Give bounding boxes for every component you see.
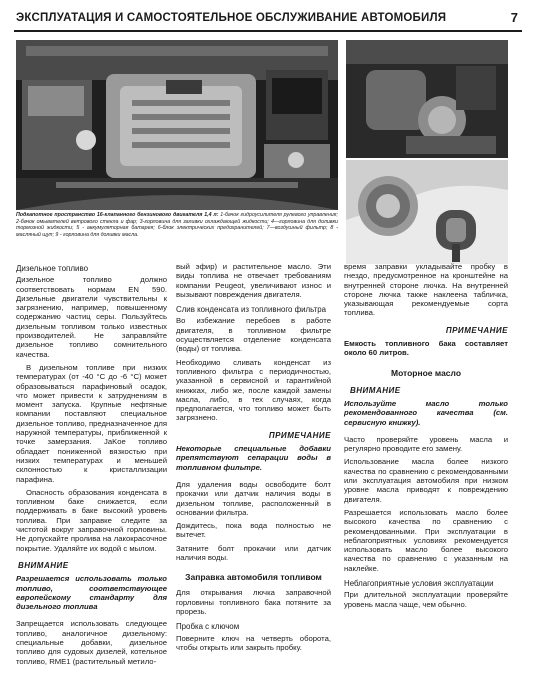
paragraph: Затяните болт прокачки или датчик наличия воды. xyxy=(176,543,331,563)
paragraph: Разрешается использовать масло более высокого качества по сравнению с рекомендованными. При эксплуатации в неблагоприятных условиях рекомендуется использовать масло более высокого качества по сравнению с указанным на наклейке. xyxy=(344,507,508,573)
fuel-filler-photo xyxy=(346,40,508,158)
engine-bay-photo xyxy=(16,40,338,210)
warning-label: ВНИМАНИЕ xyxy=(350,385,401,395)
paragraph: Для удаления воды освободите болт прокачки или датчик наличия воды в дизельном топливе, расположенный в основании фильтра. xyxy=(176,479,331,517)
paragraph: Дизельное топливо должно соответствовать нормам EN 590. Дизельные двигатели чувствительны к загрязнению, например, повышенному содержанию частиц серы. Пользуйтесь дизельным топливом только известных производителей. Не заправляйте дизельное топливо сомнительного качества. xyxy=(16,275,167,359)
paragraph: Запрещается использовать следующее топливо, аналогичное дизельному: специальные добавки, дизельное топливо для судовых дизелей, котельное топливо, RME1 (растительный метило- xyxy=(16,619,167,666)
note-label: ПРИМЕЧАНИЕ xyxy=(445,325,508,335)
paragraph: Для открывания лючка заправочной горловины топливного бака потяните за прорезь. xyxy=(176,588,331,616)
column-right xyxy=(344,262,508,613)
column-middle xyxy=(176,262,331,656)
key-cap-heading: Пробка с ключом xyxy=(176,622,240,632)
warning-text: Используйте масло только рекомендованного качества (см. сервисную книжку). xyxy=(344,398,508,427)
warning-text: Разрешается использовать только топливо, соответствующее европейскому стандарту для дизельного топлива xyxy=(16,574,167,612)
engine-bay-image xyxy=(16,40,338,210)
caption-heading: Подкапотное пространство 16-клапанного бензинового двигателя 1,4 л: xyxy=(16,212,219,218)
paragraph: Использование масла более низкого качества по сравнению с рекомендованными или эксплуатация автомобиля при низком уровне масла приводят к повреждению двигателя. xyxy=(344,457,508,504)
paragraph: Дождитесь, пока вода полностью не вытечет. xyxy=(176,521,331,540)
paragraph: время заправки укладывайте пробку в гнездо, предусмотренное на кронштейне на внутренней стороне лючка. На внутренней стороне лючка также наклеена табличка, указывающая рекомендуемые сорта топлива. xyxy=(344,262,508,318)
warning-label: ВНИМАНИЕ xyxy=(18,560,69,570)
note-text: Емкость топливного бака составляет около 60 литров. xyxy=(344,339,508,358)
paragraph: вый эфир) и растительное масло. Эти виды топлива не отвечает требованиям компании Peugeot, увеличивают износ и вызывают повреждения двигателя. xyxy=(176,262,331,299)
note-text: Некоторые специальные добавки препятствуют сепарации воды в топливном фильтре. xyxy=(176,444,331,472)
paragraph: В дизельном топливе при низких температурах (от -40 °С до -6 °С) может образовываться парафиновый осадок, что может привести к затруднениям в момент запуска. Крупные нефтяные компании поставляют специальное дизельное топливо, предназначенное для наружной температуры, приближенной к точке замерзания. JaKoe топливо обладает пониженной вязкостью при низких температурах и меньшей склонностью к кристаллизации парафина. xyxy=(16,362,167,484)
paragraph: При длительной эксплуатации проверяйте уровень масла чаще, чем обычно. xyxy=(344,590,508,609)
note-label: ПРИМЕЧАНИЕ xyxy=(268,430,331,440)
paragraph: Опасность образования конденсата в топливном баке снижается, если поддерживать в баке высокий уровень топлива. При заправке следите за чистотой вокруг заправочной горловины. Не допускайте пролива на лакокрасочное покрытие. Удаляйте их водой с мылом. xyxy=(16,487,167,553)
running-title: ЭКСПЛУАТАЦИЯ И САМОСТОЯТЕЛЬНОЕ ОБСЛУЖИВАНИЕ АВТОМОБИЛЯ xyxy=(16,12,447,24)
caption-body: 1-бачок гидроусилителя рулевого управления; 2-бачок омывателей ветрового стекла и фар; 3-горловина для заливки охлаждающей жидкости; 4—горловина для доливки тормозной жидкости; 5 - аккумуляторная батарея; 6-блок электрических предохранителей; 7—воздушный фильтр; 8 - масляный щуп; 9 - горловина для доливки масла. xyxy=(16,212,338,239)
fuel-cap-image xyxy=(346,160,508,264)
fuel-filler-image xyxy=(346,40,508,158)
paragraph: Во избежание перебоев в работе двигателя, в топливном фильтре осуществляется отделение конденсата (воды) от топлива. xyxy=(176,316,331,354)
column-left xyxy=(16,262,167,670)
section-title-refueling: Заправка автомобиля топливом xyxy=(185,572,322,583)
engine-bay-caption xyxy=(16,212,338,239)
section-title-motor-oil: Моторное масло xyxy=(390,367,462,378)
adverse-conditions-heading: Неблагоприятные условия эксплуатации xyxy=(344,579,494,589)
paragraph: Часто проверяйте уровень масла и регулярно проводите его замену. xyxy=(344,434,508,454)
condensate-heading: Слив конденсата из топливного фильтра xyxy=(176,305,327,315)
diesel-heading: Дизельное топливо xyxy=(16,264,89,273)
fuel-cap-photo xyxy=(346,160,508,264)
paragraph: Необходимо сливать конденсат из топливного фильтра с периодичностью, указанной в сервисной и гарантийной книжках, либо же, после каждой замены масла, либо, в тех случаях, когда предполагается, что топливо может быть загрязнено. xyxy=(176,357,331,423)
paragraph: Поверните ключ на четверть оборота, чтобы открыть или закрыть пробку. xyxy=(176,633,331,652)
page-header xyxy=(14,6,522,32)
page-number: 7 xyxy=(510,10,518,25)
